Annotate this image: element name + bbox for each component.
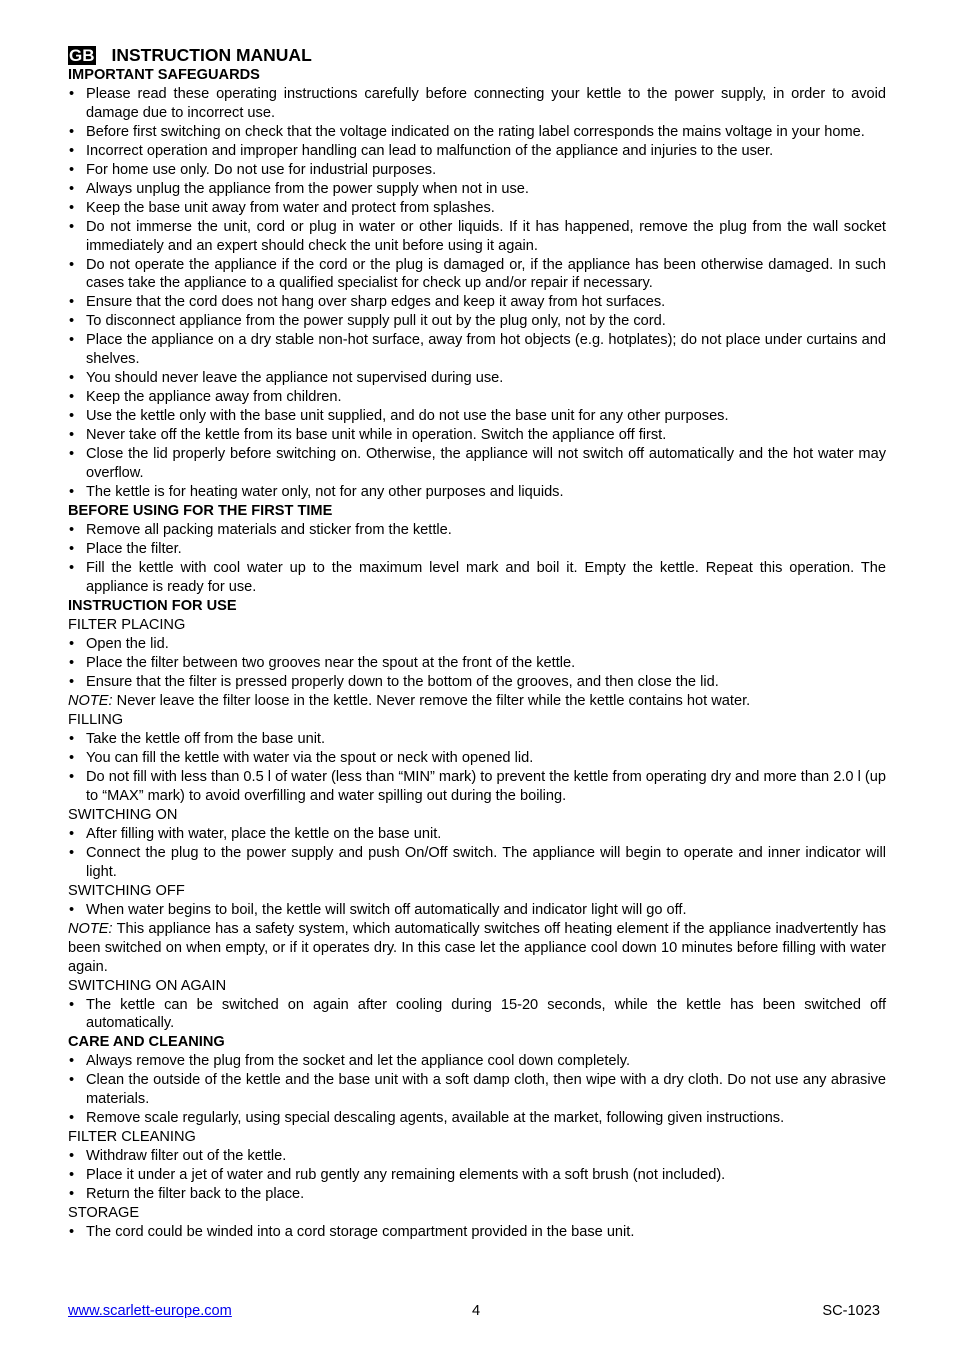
model-number: SC-1023 (822, 1303, 880, 1319)
title-row (68, 44, 886, 66)
bullet-list (68, 635, 886, 692)
subsection-heading: STORAGE (68, 1205, 140, 1222)
section-heading: IMPORTANT SAFEGUARDS (68, 67, 260, 83)
subsection-heading: FILTER PLACING (68, 616, 186, 633)
manual-content (68, 66, 886, 1242)
section-heading: CARE AND CLEANING (68, 1034, 225, 1051)
list-item: • Do not immerse the unit, cord or plug in water or other liquids. If it has happened, remove the plug from the wall socket immediately and an expert should check the unit before using it again. (68, 218, 886, 255)
note-label: NOTE: (68, 920, 113, 937)
list-item: • Do not operate the appliance if the cord or the plug is damaged or, if the appliance has been otherwise damaged. In such cases take the appliance to a qualified specialist for check up and/or repair if necessary. (68, 256, 886, 293)
note-text: This appliance has a safety system, which automatically switches off heating element if the appliance inadvertently has been switched on when empty, or if it operates dry. In this case let the appliance cool down 10 minutes before filling with water again. (68, 920, 886, 975)
bullet-list (68, 521, 886, 596)
list-item: • After filling with water, place the kettle on the base unit. (68, 825, 886, 844)
list-item: • Place the filter. (68, 540, 886, 559)
subsection-heading: SWITCHING OFF (68, 882, 185, 899)
subsection-heading: SWITCHING ON AGAIN (68, 977, 227, 994)
bullet-list (68, 825, 886, 881)
subsection-heading: FILTER CLEANING (68, 1129, 196, 1146)
bullet-list (68, 730, 886, 805)
list-item: • Please read these operating instructions carefully before connecting your kettle to the power supply, in order to avoid damage due to incorrect use. (68, 85, 886, 122)
list-item: • Keep the appliance away from children. (68, 388, 886, 407)
list-item: • Keep the base unit away from water and protect from splashes. (68, 199, 886, 218)
list-item: • Open the lid. (68, 635, 886, 654)
note-paragraph (68, 692, 886, 711)
page-title: INSTRUCTION MANUAL (111, 44, 312, 65)
bullet-list (68, 85, 886, 502)
list-item: • Clean the outside of the kettle and the base unit with a soft damp cloth, then wipe with a dry cloth. Do not use any abrasive materials. (68, 1071, 886, 1108)
section-heading: BEFORE USING FOR THE FIRST TIME (68, 503, 333, 520)
list-item: • Fill the kettle with cool water up to the maximum level mark and boil it. Empty the kettle. Repeat this operation. The appliance is ready for use. (68, 559, 886, 596)
list-item: • Ensure that the cord does not hang over sharp edges and keep it away from hot surfaces. (68, 293, 886, 312)
page-number: 4 (472, 1303, 481, 1319)
list-item: • Always unplug the appliance from the power supply when not in use. (68, 180, 886, 199)
list-item: • For home use only. Do not use for industrial purposes. (68, 161, 886, 180)
page-footer (68, 1303, 880, 1323)
list-item: • To disconnect appliance from the power supply pull it out by the plug only, not by the cord. (68, 312, 886, 331)
list-item: • Use the kettle only with the base unit supplied, and do not use the base unit for any other purposes. (68, 407, 886, 426)
list-item: • Always remove the plug from the socket and let the appliance cool down completely. (68, 1052, 886, 1071)
list-item: • When water begins to boil, the kettle will switch off automatically and indicator light will go off. (68, 901, 886, 920)
subsection-heading: SWITCHING ON (68, 806, 178, 823)
website-link[interactable]: www.scarlett-europe.com (68, 1303, 232, 1319)
list-item: • You should never leave the appliance not supervised during use. (68, 369, 886, 388)
list-item: • The kettle is for heating water only, not for any other purposes and liquids. (68, 483, 886, 502)
list-item: • The kettle can be switched on again after cooling during 15-20 seconds, while the kettle has been switched off automatically. (68, 996, 886, 1033)
bullet-list (68, 1147, 886, 1204)
list-item: • Remove all packing materials and sticker from the kettle. (68, 521, 886, 540)
subsection-heading: FILLING (68, 712, 124, 729)
bullet-list (68, 1052, 886, 1127)
list-item: • Place it under a jet of water and rub gently any remaining elements with a soft brush (not included). (68, 1166, 886, 1185)
list-item: • Never take off the kettle from its base unit while in operation. Switch the appliance off first. (68, 426, 886, 445)
language-badge: GB (69, 45, 95, 65)
list-item: • Withdraw filter out of the kettle. (68, 1147, 886, 1166)
bullet-list (68, 901, 886, 920)
list-item: • Place the filter between two grooves near the spout at the front of the kettle. (68, 654, 886, 673)
list-item: • Close the lid properly before switching on. Otherwise, the appliance will not switch off automatically and the hot water may overflow. (68, 445, 886, 482)
bullet-list (68, 996, 886, 1033)
list-item: • Return the filter back to the place. (68, 1185, 886, 1204)
list-item: • Remove scale regularly, using special descaling agents, available at the market, following given instructions. (68, 1109, 886, 1128)
list-item: • Connect the plug to the power supply and push On/Off switch. The appliance will begin to operate and inner indicator will light. (68, 844, 886, 881)
section-heading: INSTRUCTION FOR USE (68, 597, 237, 614)
list-item: • The cord could be winded into a cord storage compartment provided in the base unit. (68, 1223, 886, 1242)
list-item: • Ensure that the filter is pressed properly down to the bottom of the grooves, and then close the lid. (68, 673, 886, 692)
manual-page (68, 44, 886, 1242)
list-item: • Incorrect operation and improper handling can lead to malfunction of the appliance and injuries to the user. (68, 142, 886, 161)
list-item: • You can fill the kettle with water via the spout or neck with opened lid. (68, 749, 886, 768)
note-paragraph (68, 920, 886, 977)
list-item: • Take the kettle off from the base unit. (68, 730, 886, 749)
note-text: Never leave the filter loose in the kettle. Never remove the filter while the kettle contains hot water. (112, 693, 751, 710)
list-item: • Do not fill with less than 0.5 l of water (less than “MIN” mark) to prevent the kettle from operating dry and more than 2.0 l (up to “MAX” mark) to avoid overfilling and water spilling out during the boiling. (68, 768, 886, 805)
bullet-list (68, 1223, 886, 1242)
list-item: • Place the appliance on a dry stable non-hot surface, away from hot objects (e.g. hotplates); do not place under curtains and shelves. (68, 331, 886, 368)
note-label: NOTE: (68, 693, 113, 710)
list-item: • Before first switching on check that the voltage indicated on the rating label corresponds the mains voltage in your home. (68, 123, 886, 142)
